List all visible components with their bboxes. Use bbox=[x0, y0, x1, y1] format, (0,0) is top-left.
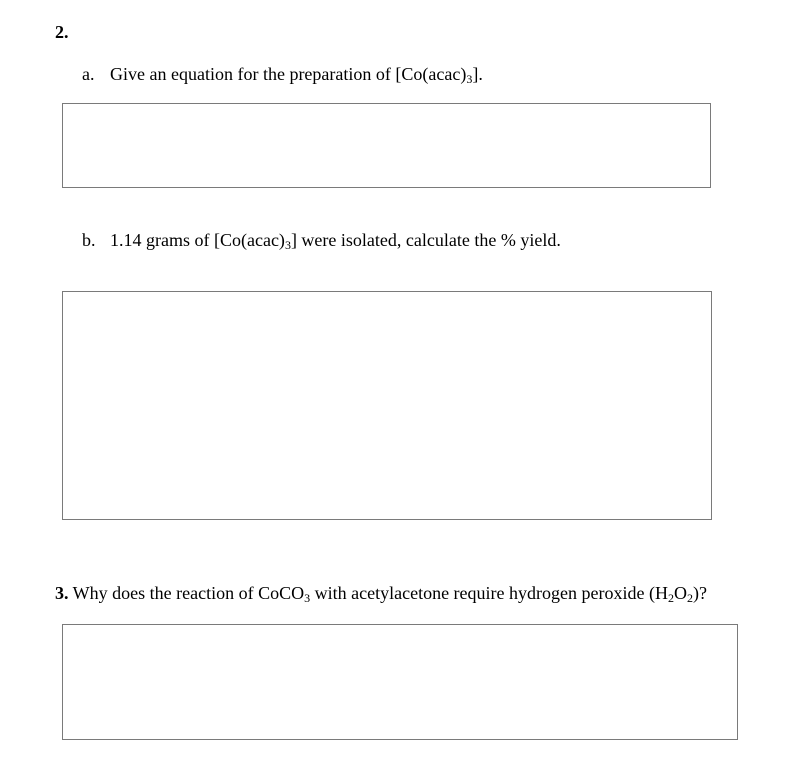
answer-box-2b[interactable] bbox=[62, 291, 712, 520]
question-3-prompt: 3. Why does the reaction of CoCO$_3$ with acetylacetone require hydrogen peroxide $(H_2O_2)$? bbox=[55, 583, 707, 605]
question-2a-prompt bbox=[82, 64, 483, 86]
question-2a-label: a. bbox=[82, 64, 95, 84]
question-3-number: 3. bbox=[55, 583, 69, 603]
question-2-number: 2. bbox=[55, 22, 69, 42]
question-2a-text: Give an equation for the preparation of $[Co(acac)_3]$. bbox=[110, 64, 483, 86]
question-2b-label: b. bbox=[82, 230, 96, 250]
answer-box-2a[interactable] bbox=[62, 103, 711, 188]
answer-box-3[interactable] bbox=[62, 624, 738, 740]
question-2b-prompt bbox=[82, 230, 561, 252]
question-2b-text: 1.14 grams of $[Co(acac)_3]$ were isolated, calculate the % yield. bbox=[110, 230, 561, 252]
